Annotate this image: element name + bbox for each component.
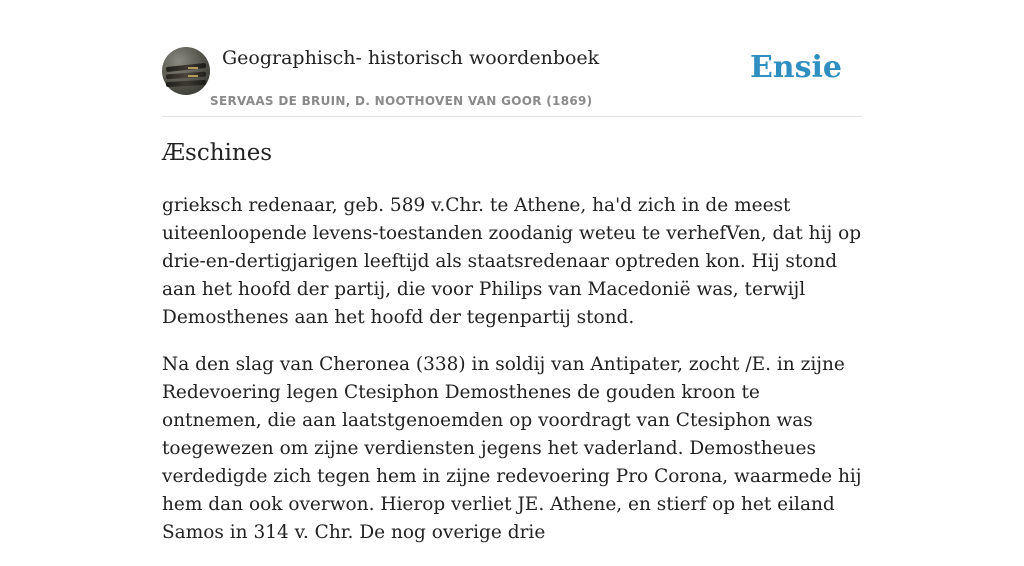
book-stack-icon[interactable] bbox=[162, 47, 210, 95]
ensie-logo[interactable]: Ensie bbox=[749, 50, 842, 85]
entry-content bbox=[162, 192, 862, 566]
entry-paragraph: Na den slag van Cheronea (338) in soldij van Antipater, zocht /E. in zijne Redevoering legen Ctesiphon Demosthenes de gouden kroon te ontnemen, die aan laatstgenoemden op voordragt van Ctesiphon was toegewezen om zijne verdiensten jegens het vaderland. Demostheues verdedigde zich tegen hem in zijne redevoering Pro Corona, waarmede hij hem dan ook overwon. Hierop verliet JE. Athene, en stierf op het eiland Samos in 314 v. Chr. De nog overige drie bbox=[162, 354, 862, 543]
entry-header bbox=[162, 0, 862, 117]
book-title-link[interactable]: Geographisch- historisch woordenboek bbox=[222, 47, 600, 69]
book-authors-year: SERVAAS DE BRUIN, D. NOOTHOVEN VAN GOOR (1869) bbox=[210, 94, 593, 108]
entry-title: Æschines bbox=[162, 140, 273, 166]
spine-lettering bbox=[188, 67, 198, 69]
entry-paragraph: grieksch redenaar, geb. 589 v.Chr. te Athene, ha'd zich in de meest uiteenloopende levens-toestanden zoodanig weteu te verhefVen, dat hij op drie-en-dertigjarigen leeftijd als staatsredenaar optreden kon. Hij stond aan het hoofd der partij, die voor Philips van Macedonië was, terwijl Demosthenes aan het hoofd der tegenpartij stond. bbox=[162, 195, 862, 328]
page-container bbox=[162, 0, 862, 543]
spine-lettering bbox=[188, 75, 198, 77]
book-spine bbox=[166, 72, 206, 80]
book-spine bbox=[166, 63, 206, 72]
book-spine bbox=[166, 80, 206, 87]
